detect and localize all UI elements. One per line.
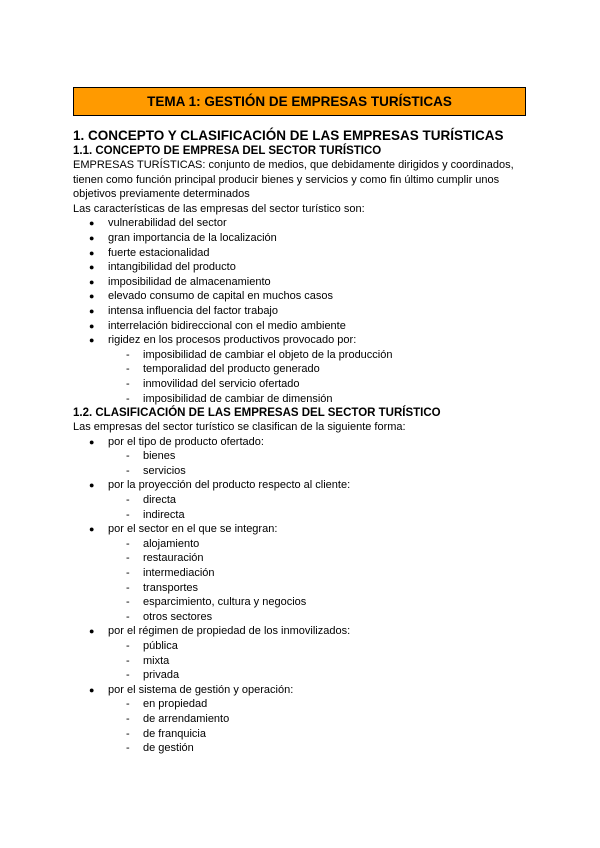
dash-icon: - xyxy=(126,494,130,507)
bullet-icon: ● xyxy=(89,232,95,243)
bullet-icon: ● xyxy=(89,218,95,229)
dash-icon: - xyxy=(126,610,130,623)
sublist-item-text: privada xyxy=(143,669,180,682)
sublist-item xyxy=(73,610,533,625)
sublist-item xyxy=(73,668,533,683)
sublist-item-text: imposibilidad de cambiar de dimensión xyxy=(143,392,333,405)
sublist-item xyxy=(73,581,533,596)
classification-group xyxy=(73,522,533,537)
dash-icon: - xyxy=(126,377,130,390)
dash-icon: - xyxy=(126,464,130,477)
bullet-icon: ● xyxy=(89,320,95,331)
sublist-item xyxy=(73,566,533,581)
rigidity-sublist xyxy=(73,348,533,406)
sublist-item xyxy=(73,537,533,552)
sublist-item-text: bienes xyxy=(143,450,176,463)
sublist-item-text: temporalidad del producto generado xyxy=(143,363,320,376)
sublist-item-text: restauración xyxy=(143,552,204,565)
list-item xyxy=(73,624,533,639)
list-item-text: fuerte estacionalidad xyxy=(108,246,210,259)
list-item-text: elevado consumo de capital en muchos casos xyxy=(108,290,334,303)
sublist-item-text: transportes xyxy=(143,581,199,594)
sublist-item-text: intermediación xyxy=(143,567,215,580)
sublist-item-text: imposibilidad de cambiar el objeto de la producción xyxy=(143,348,393,361)
bullet-icon: ● xyxy=(89,262,95,273)
list-item-text: gran importancia de la localización xyxy=(108,231,277,244)
list-item xyxy=(73,216,533,231)
list-item-text: por el sector en el que se integran: xyxy=(108,523,278,536)
sublist-item-text: inmovilidad del servicio ofertado xyxy=(143,377,300,390)
sublist-item xyxy=(73,348,533,363)
sublist-item-text: servicios xyxy=(143,464,186,477)
bullet-icon: ● xyxy=(89,276,95,287)
list-item-text: por el sistema de gestión y operación: xyxy=(108,683,294,696)
sublist-item-text: esparcimiento, cultura y negocios xyxy=(143,596,307,609)
sublist-item xyxy=(73,697,533,712)
list-item xyxy=(73,435,533,450)
list-item xyxy=(73,275,533,290)
dash-icon: - xyxy=(126,669,130,682)
sublist-item xyxy=(73,712,533,727)
dash-icon: - xyxy=(126,450,130,463)
classification-sublist xyxy=(73,493,533,522)
characteristics-intro: Las características de las empresas del sector turístico son: xyxy=(73,202,365,215)
list-item xyxy=(73,333,533,348)
list-item-text: intangibilidad del producto xyxy=(108,261,236,274)
list-item-text: imposibilidad de almacenamiento xyxy=(108,275,271,288)
dash-icon: - xyxy=(126,727,130,740)
sublist-item-text: directa xyxy=(143,494,177,507)
dash-icon: - xyxy=(126,654,130,667)
sublist-item-text: mixta xyxy=(143,654,170,667)
bullet-icon: ● xyxy=(89,626,95,637)
list-item xyxy=(73,231,533,246)
subsection-1-2-heading: 1.2. CLASIFICACIÓN DE LAS EMPRESAS DEL SECTOR TURÍSTICO xyxy=(73,407,441,420)
sublist-item-text: de franquicia xyxy=(143,727,206,740)
sublist-item-text: de arrendamiento xyxy=(143,712,230,725)
list-item xyxy=(73,683,533,698)
dash-icon: - xyxy=(126,537,130,550)
list-item xyxy=(73,478,533,493)
definition-line: EMPRESAS TURÍSTICAS: conjunto de medios, que debidamente dirigidos y coordinados, xyxy=(73,159,514,171)
bullet-icon: ● xyxy=(89,684,95,695)
list-item-text: intensa influencia del factor trabajo xyxy=(108,304,278,317)
sublist-item-text: otros sectores xyxy=(143,610,213,623)
topic-title-banner xyxy=(73,87,526,116)
topic-title: TEMA 1: GESTIÓN DE EMPRESAS TURÍSTICAS xyxy=(147,94,452,109)
list-item xyxy=(73,246,533,261)
dash-icon: - xyxy=(126,742,130,755)
sublist-item-text: pública xyxy=(143,640,178,652)
classification-group xyxy=(73,683,533,698)
bullet-icon: ● xyxy=(89,480,95,491)
list-item-text: por el régimen de propiedad de los inmovilizados: xyxy=(108,625,351,638)
sublist-item-text: en propiedad xyxy=(143,698,208,711)
list-item-text: rigidez en los procesos productivos provocado por: xyxy=(108,334,357,347)
sublist-item xyxy=(73,493,533,508)
dash-icon: - xyxy=(126,712,130,725)
classification-sublist xyxy=(73,639,533,683)
classification-sublist xyxy=(73,697,533,755)
list-item-text: por la proyección del producto respecto al cliente: xyxy=(108,479,351,492)
list-item-text: por el tipo de producto ofertado: xyxy=(108,435,264,448)
list-item-text: interrelación bidireccional con el medio ambiente xyxy=(108,319,346,332)
bullet-icon: ● xyxy=(89,247,95,258)
sublist-item-text: alojamiento xyxy=(143,537,200,550)
list-item xyxy=(73,522,533,537)
sublist-item xyxy=(73,464,533,479)
sublist-item xyxy=(73,508,533,523)
sublist-item xyxy=(73,551,533,566)
sublist-item xyxy=(73,595,533,610)
dash-icon: - xyxy=(126,552,130,565)
dash-icon: - xyxy=(126,567,130,580)
bullet-icon: ● xyxy=(89,305,95,316)
definition-line: objetivos previamente determinados xyxy=(73,188,250,201)
dash-icon: - xyxy=(126,508,130,521)
sublist-item xyxy=(73,639,533,654)
sublist-item xyxy=(73,727,533,742)
classification-group xyxy=(73,478,533,493)
dash-icon: - xyxy=(126,363,130,376)
section-1-heading: 1. CONCEPTO Y CLASIFICACIÓN DE LAS EMPRESAS TURÍSTICAS xyxy=(73,128,504,143)
dash-icon: - xyxy=(126,581,130,594)
dash-icon: - xyxy=(126,596,130,609)
list-item xyxy=(73,289,533,304)
sublist-item xyxy=(73,654,533,669)
bullet-icon: ● xyxy=(89,436,95,447)
classification-group xyxy=(73,435,533,450)
sublist-item-text: indirecta xyxy=(143,508,185,521)
bullet-icon: ● xyxy=(89,524,95,535)
subsection-1-1-heading: 1.1. CONCEPTO DE EMPRESA DEL SECTOR TURÍSTICO xyxy=(73,145,382,157)
sublist-item xyxy=(73,392,533,407)
classification-group xyxy=(73,624,533,639)
list-item xyxy=(73,319,533,334)
sublist-item xyxy=(73,449,533,464)
classification-sublist xyxy=(73,537,533,625)
dash-icon: - xyxy=(126,640,130,652)
list-item xyxy=(73,304,533,319)
document-body xyxy=(73,128,533,756)
classification-sublist xyxy=(73,449,533,478)
list-item xyxy=(73,260,533,275)
sublist-item xyxy=(73,741,533,756)
bullet-icon: ● xyxy=(89,335,95,346)
dash-icon: - xyxy=(126,392,130,405)
definition-line: tienen como función principal producir bienes y servicios y como fin último cumplir unos xyxy=(73,173,500,186)
list-item-text: vulnerabilidad del sector xyxy=(108,217,227,230)
sublist-item xyxy=(73,362,533,377)
sublist-item-text: de gestión xyxy=(143,742,194,755)
dash-icon: - xyxy=(126,698,130,711)
bullet-icon: ● xyxy=(89,291,95,302)
characteristics-list xyxy=(73,216,533,347)
dash-icon: - xyxy=(126,348,130,361)
sublist-item xyxy=(73,377,533,392)
classification-intro: Las empresas del sector turístico se clasifican de la siguiente forma: xyxy=(73,421,406,434)
